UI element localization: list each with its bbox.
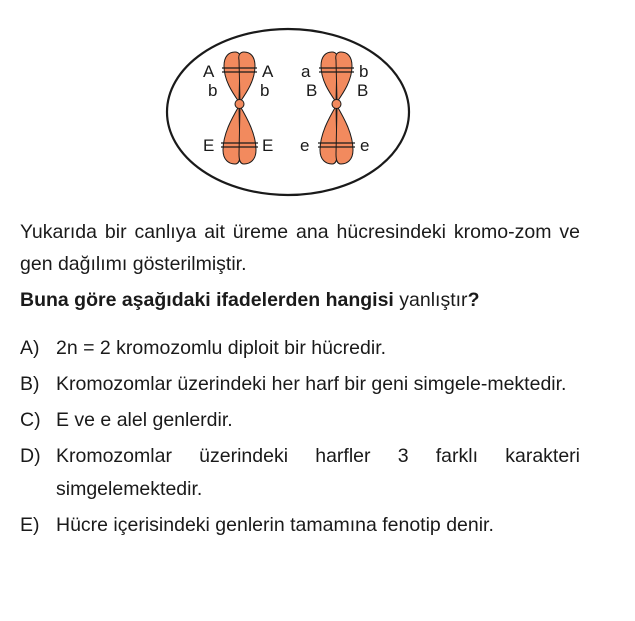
- gene-label: e: [300, 136, 310, 155]
- option-c[interactable]: [20, 404, 580, 437]
- question-normal: yanlıştır: [399, 289, 468, 311]
- option-d[interactable]: [20, 440, 580, 506]
- answer-options: [20, 332, 580, 545]
- option-text: Kromozomlar üzerindeki harfler 3 farklı karakteri simgelemektedir.: [56, 445, 580, 500]
- option-text: Hücre içerisindeki genlerin tamamına fenotip denir.: [56, 514, 494, 536]
- cell-diagram: [0, 0, 635, 210]
- gene-label: a: [301, 62, 311, 81]
- option-letter: A): [20, 337, 40, 359]
- cell-membrane: [167, 29, 409, 195]
- option-text: Kromozomlar üzerindeki her harf bir geni simgele-mektedir.: [56, 373, 567, 395]
- option-letter: E): [20, 514, 40, 536]
- gene-label: b: [359, 62, 369, 81]
- option-letter: D): [20, 445, 41, 467]
- gene-label: E: [203, 136, 215, 155]
- option-letter: B): [20, 373, 40, 395]
- question-stem: Yukarıda bir canlıya ait üreme ana hücresindeki kromo-zom ve gen dağılımı gösterilmiştir.: [20, 221, 580, 275]
- gene-label: A: [262, 62, 274, 81]
- gene-label: B: [306, 81, 318, 100]
- gene-label: b: [260, 81, 270, 100]
- option-b[interactable]: [20, 368, 580, 401]
- gene-label: A: [203, 62, 215, 81]
- gene-label: E: [262, 136, 274, 155]
- gene-label: b: [208, 81, 218, 100]
- question-prompt: [20, 284, 610, 316]
- option-letter: C): [20, 409, 41, 431]
- gene-label: e: [360, 136, 370, 155]
- option-a[interactable]: [20, 332, 580, 365]
- gene-label: B: [357, 81, 369, 100]
- option-text: E ve e alel genlerdir.: [56, 409, 233, 431]
- question-bold: Buna göre aşağıdaki ifadelerden hangisi: [20, 289, 394, 311]
- option-text: 2n = 2 kromozomlu diploit bir hücredir.: [56, 337, 387, 359]
- option-e[interactable]: [20, 509, 580, 542]
- question-mark: ?: [467, 289, 480, 311]
